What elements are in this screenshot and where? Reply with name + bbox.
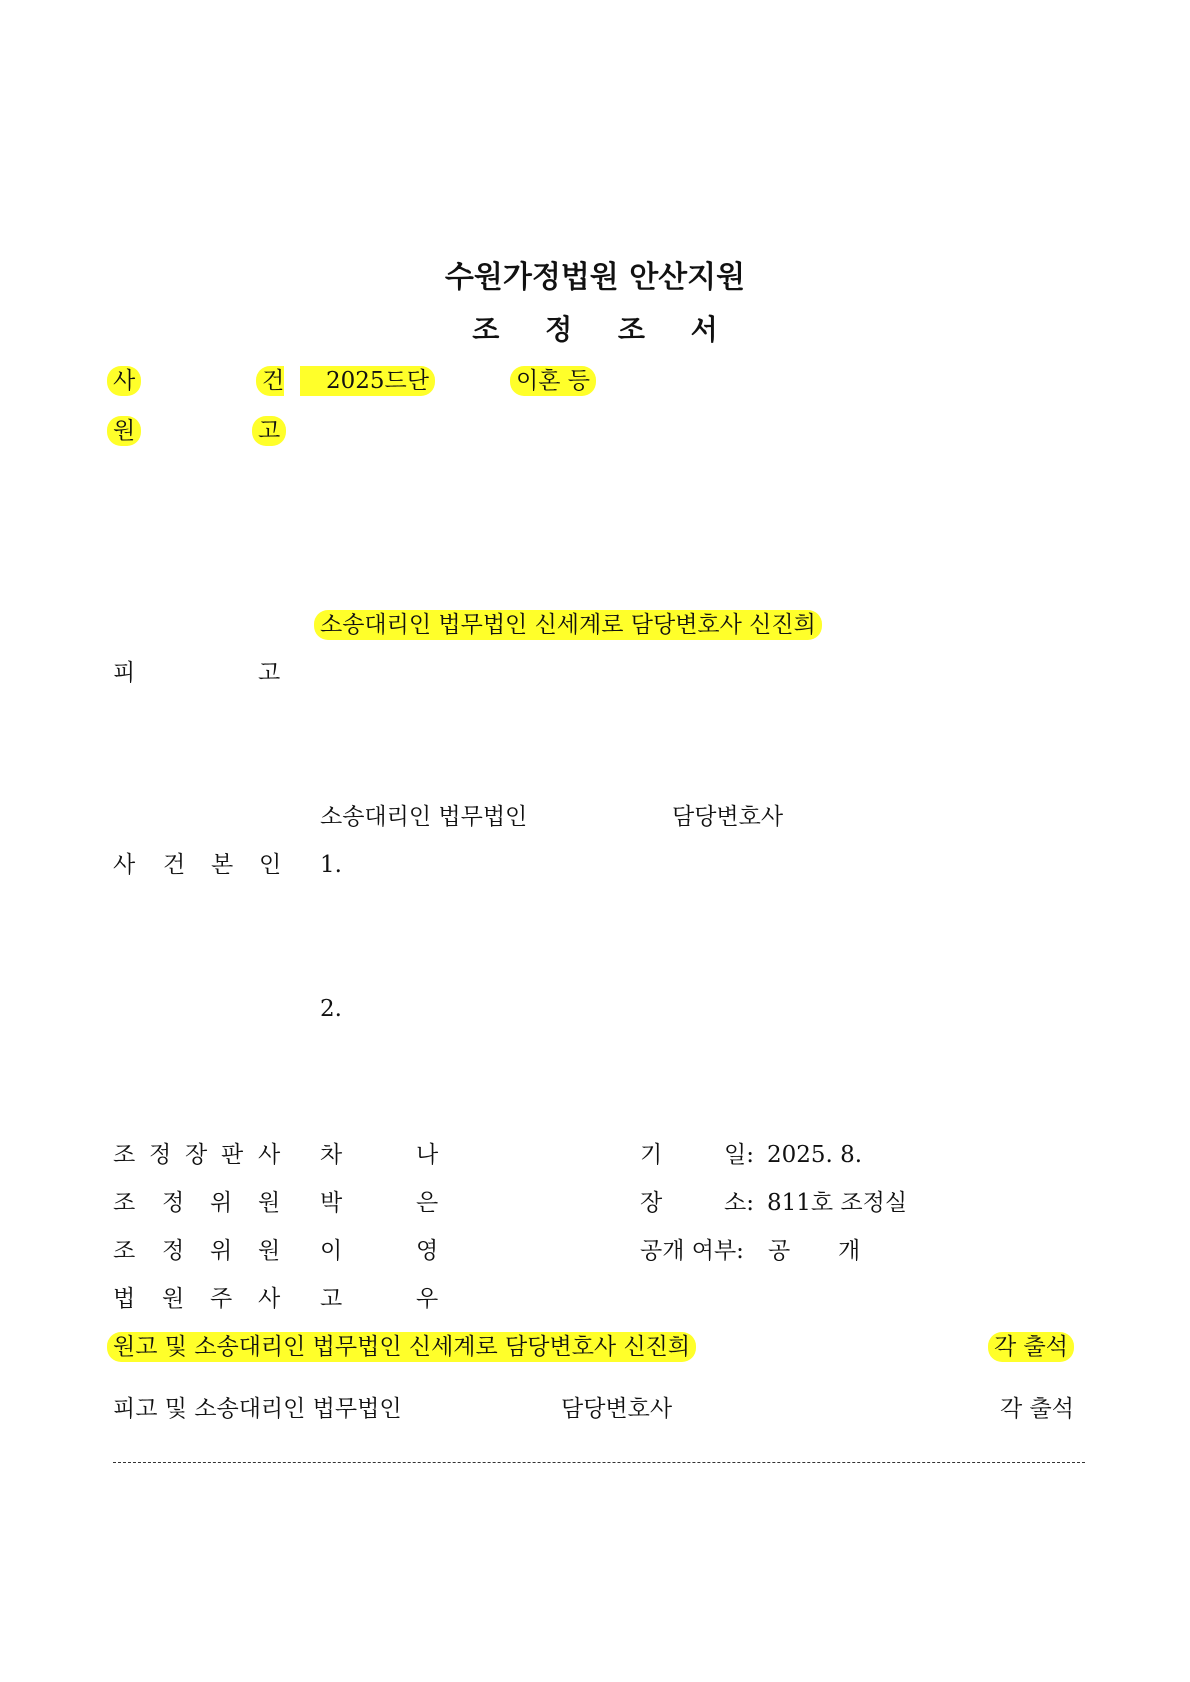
defendant-rep-attorney: 담당변호사: [672, 804, 784, 830]
official-role-char: 법: [113, 1286, 136, 1312]
official-role-char: 조: [113, 1238, 136, 1264]
court-name: 수원가정법원 안산지원: [444, 260, 746, 295]
official-name: 이: [320, 1238, 343, 1264]
principals-label-char: 인: [259, 852, 282, 878]
attendance-plaintiff-line: 원고 및 소송대리인 법무법인 신세계로 담당변호사 신진희: [107, 1332, 696, 1362]
official-name: 영: [416, 1238, 439, 1264]
official-role-char: 원: [258, 1190, 281, 1216]
hearing-public-value-2: 개: [838, 1238, 861, 1264]
official-name: 우: [416, 1286, 439, 1312]
official-role-char: 조: [113, 1142, 136, 1168]
attendance-defendant-status: 각 출석: [1000, 1396, 1074, 1422]
section-divider: [113, 1462, 1085, 1463]
official-role-char: 위: [210, 1190, 233, 1216]
official-role-char: 사: [258, 1286, 281, 1312]
hearing-place-label-1: 장: [640, 1190, 663, 1216]
attendance-defendant-attorney: 담당변호사: [561, 1396, 673, 1422]
official-name: 차: [320, 1142, 343, 1168]
case-label-1: 사: [107, 366, 141, 396]
official-role-char: 정: [162, 1238, 185, 1264]
official-role-char: 조: [113, 1190, 136, 1216]
hearing-date-label-1: 기: [640, 1142, 663, 1168]
principals-label-char: 사: [113, 852, 136, 878]
case-label-2: 건: [256, 366, 284, 396]
case-name: 이혼 등: [510, 366, 596, 396]
attendance-plaintiff-status: 각 출석: [988, 1332, 1074, 1362]
defendant-rep-firm: 소송대리인 법무법인: [320, 804, 528, 830]
official-role-char: 정: [149, 1142, 172, 1168]
defendant-label-1: 피: [113, 660, 136, 686]
plaintiff-representative: 소송대리인 법무법인 신세계로 담당변호사 신진희: [314, 610, 822, 640]
official-role-char: 원: [258, 1238, 281, 1264]
official-name: 나: [416, 1142, 439, 1168]
hearing-date-value: 2025. 8.: [767, 1142, 863, 1168]
plaintiff-label-1: 원: [107, 416, 141, 446]
principals-label-char: 건: [163, 852, 186, 878]
official-name: 고: [320, 1286, 343, 1312]
defendant-label-2: 고: [258, 660, 281, 686]
document-title: 조 정 조 서: [472, 313, 736, 346]
principal-item-1: 1.: [320, 852, 342, 878]
principal-item-2: 2.: [320, 996, 342, 1022]
official-name: 은: [416, 1190, 439, 1216]
hearing-public-label: 공개 여부:: [640, 1238, 744, 1264]
hearing-date-label-2: 일:: [724, 1142, 754, 1168]
plaintiff-label-2: 고: [252, 416, 286, 446]
official-name: 박: [320, 1190, 343, 1216]
official-role-char: 주: [210, 1286, 233, 1312]
official-role-char: 위: [210, 1238, 233, 1264]
hearing-public-value-1: 공: [768, 1238, 791, 1264]
hearing-place-value: 811호 조정실: [767, 1190, 908, 1216]
official-role-char: 판: [221, 1142, 244, 1168]
case-number: 2025드단: [300, 366, 435, 396]
attendance-defendant-line: 피고 및 소송대리인 법무법인: [113, 1396, 402, 1422]
hearing-place-label-2: 소:: [724, 1190, 754, 1216]
official-role-char: 원: [162, 1286, 185, 1312]
official-role-char: 장: [185, 1142, 208, 1168]
official-role-char: 정: [162, 1190, 185, 1216]
principals-label-char: 본: [211, 852, 234, 878]
official-role-char: 사: [258, 1142, 281, 1168]
